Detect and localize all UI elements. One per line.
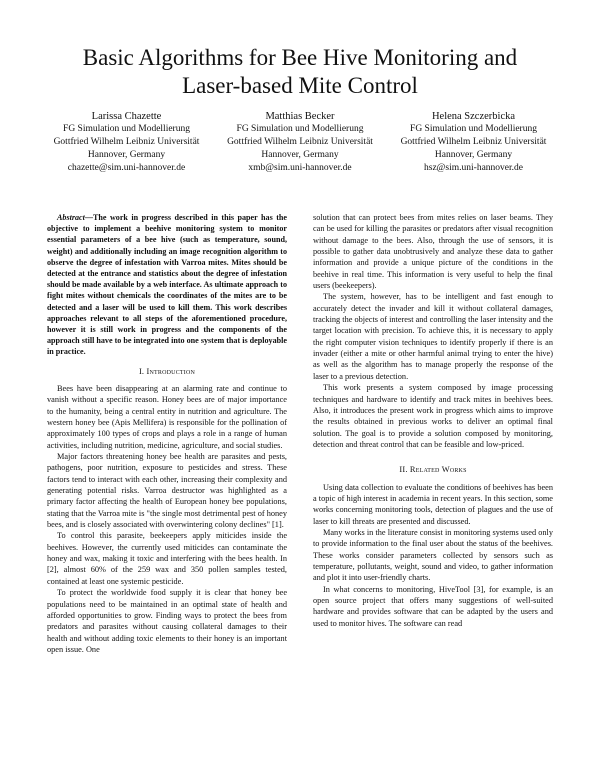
author-city: Hannover, Germany: [261, 150, 339, 160]
author-block: [40, 110, 560, 175]
paragraph: The system, however, has to be intelligent and fast enough to accurately detect the invader and kill it without collateral damages, tracking the objects of interest and controlling the laser intensity and the target location with precision. To achieve this, it is necessary to apply the right computer vision techniques to identify properly if there is an invader (either a mite or other harmful animal trying to enter the hive) as well as the algorithm has to manage properly the response of the laser to a previous detection.: [313, 292, 553, 381]
author-city: Hannover, Germany: [87, 150, 166, 160]
paragraph: To protect the worldwide food supply it is clear that honey bee populations need to be maintained in an optimal state of health and afforded opportunities to grow. Finding ways to protect the bees from predators and parasites without causing collateral damages to their health and without adding toxic elements to their honey is an important open issue. One: [47, 588, 287, 654]
paragraph: To control this parasite, beekeepers apply miticides inside the beehives. However, the currently used miticides can contaminate the honey and wax, making it toxic and interfering with the bees health. In [2], almost 60% of the 259 wax and 350 pollen samples tested, contained at least one systemic pesticide.: [47, 531, 287, 586]
paragraph: Using data collection to evaluate the conditions of beehives has been a topic of high interest in academia in recent years. In this section, some works concerning monitoring tools, detection of plagues and the use of laser to kill threats are presented and discussed.: [313, 482, 553, 526]
author-university: Gottfried Wilhelm Leibniz Universität: [227, 137, 373, 147]
author-2: [214, 110, 387, 175]
author-name: Matthias Becker: [265, 111, 335, 122]
author-department: FG Simulation und Modellierung: [236, 124, 364, 134]
author-department: FG Simulation und Modellierung: [63, 124, 190, 134]
paragraph: Bees have been disappearing at an alarming rate and continue to vanish without a specific reason. Honey bees are of major importance to the humanity, being a central entity in nutrition and agriculture. The western honey bee (Apis Mellifera) is responsible for the pollination of approximately 100 types of crops and plays a role in a range of human activities, including nutrition, medicine, agriculture, and social studies.: [47, 383, 287, 450]
section-heading-introduction: I. Introduction: [138, 366, 196, 376]
section-heading-related-works: II. Related Works: [399, 465, 467, 475]
paragraph: Many works in the literature consist in monitoring systems used only to provide information to the final user about the status of the beehives. These works consider parameters collected by sensors such as temperature, pollutants, weight, sound and video, to gather information and plot it into user-friendly charts.: [313, 527, 553, 583]
abstract-text: —The work in progress described in this paper has the objective to implement a beehive monitoring system to monitor essential parameters of a bee hive (such as temperature, sound, weight) and additionally including an image recognition algorithm to observe the degree of infestation with Varroa mites. Mites should be detected at the entrance and statistics about the degree of infestation should be made available by a web interface. As ultimate approach to fight mites without chemicals the coordinates of the mites are to be detected and a laser will be used to kill them. This work describes approaches relevant to all steps of the aforementioned procedure, however it is still work in progress and the components of the approach still have to be integrated into one system that is deployable in practice.: [47, 213, 287, 357]
author-3: [387, 110, 560, 175]
author-email: chazette@sim.uni-hannover.de: [67, 163, 186, 173]
abstract-label: Abstract: [57, 213, 85, 222]
author-email: hsz@sim.uni-hannover.de: [424, 163, 523, 173]
author-university: Gottfried Wilhelm Leibniz Universität: [53, 137, 200, 147]
title-line-1: Basic Algorithms for Bee Hive Monitoring and: [82, 45, 518, 70]
paragraph: In what concerns to monitoring, HiveTool [3], for example, is an open source project that offers many suggestions of well-suited hardware and provides software that can be adapted by the users and used to monitor hives. The software can read: [313, 584, 553, 628]
title-line-2: Laser-based Mite Control: [182, 73, 418, 98]
paper-title: [40, 44, 560, 100]
author-name: Larissa Chazette: [91, 111, 162, 122]
abstract: [47, 212, 287, 358]
author-name: Helena Szczerbicka: [431, 111, 516, 122]
right-column: [313, 212, 553, 629]
author-email: xmb@sim.uni-hannover.de: [248, 163, 352, 173]
paragraph: solution that can protect bees from mites relies on laser beams. They can be used for killing the parasites or predators after visual recognition without damage to the bees. Also, through the use of sensors, it is possible to gather data unobtrusively and analyze these data to gather information and provide a unique picture of the conditions in the beehive in real time. This information is very useful to help the final users (beekeepers).: [313, 213, 553, 291]
author-university: Gottfried Wilhelm Leibniz Universität: [400, 137, 547, 147]
author-department: FG Simulation und Modellierung: [410, 124, 537, 134]
left-column: [47, 212, 287, 655]
paragraph: Major factors threatening honey bee health are parasites and pests, pathogens, poor nutrition, exposure to pesticides and stress. These factors tend to interact with each other, increasing their complexity and generating potential risks. Varroa destructor was highlighted as a primary factor affecting the health of European honey bee populations, stating that the Varroa mite is "the single most detrimental pest of honey bees, and is closely associated with overwintering colony declines" [1].: [47, 452, 287, 530]
author-city: Hannover, Germany: [434, 150, 513, 160]
paragraph: This work presents a system composed by image processing techniques and hardware to identify and track mites in beehives bees. Also, it introduces the present work in progress which aims to improve the results obtained in previous works to deliver an optimal final solution. The goal is to provide a solution composed by monitoring, detection and threat control that can be feasible and low-priced.: [313, 383, 553, 449]
author-1: [40, 110, 213, 175]
